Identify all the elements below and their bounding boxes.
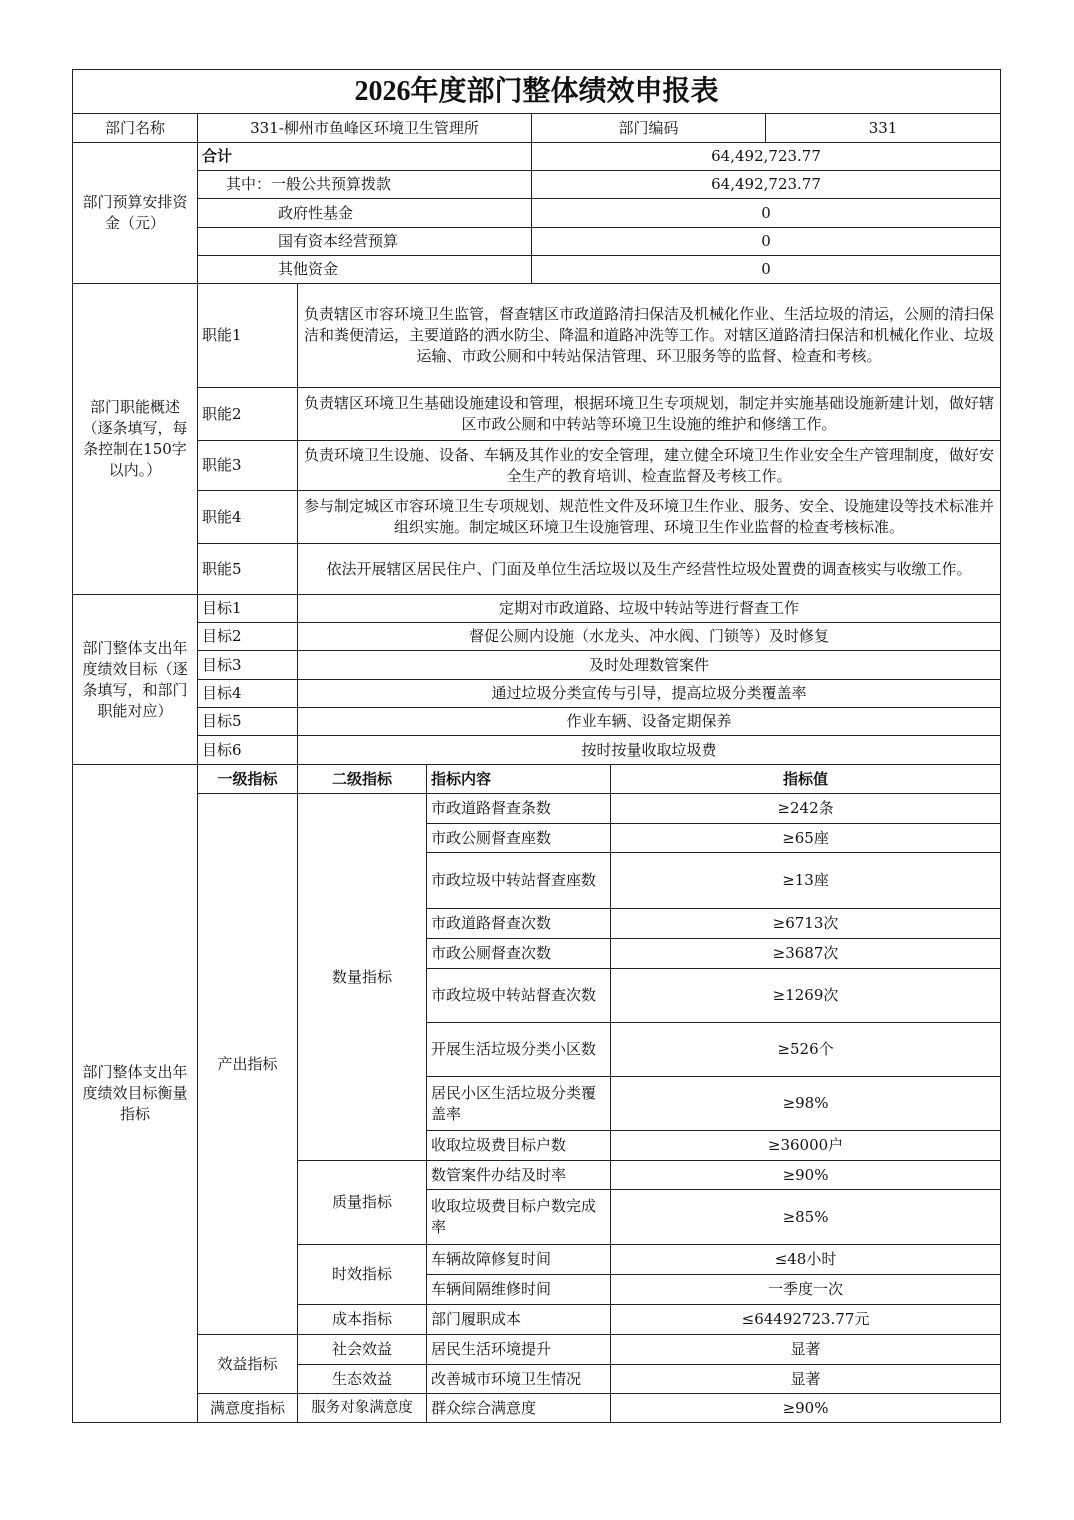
indicator-value: ≥526个 — [611, 1023, 1001, 1077]
header-level2: 二级指标 — [298, 765, 427, 794]
goal-text: 按时按量收取垃圾费 — [298, 736, 1001, 765]
indicator-content: 群众综合满意度 — [427, 1394, 611, 1423]
indicator-content: 车辆故障修复时间 — [427, 1245, 611, 1275]
indicator-content: 收取垃圾费目标户数 — [427, 1131, 611, 1161]
indicator-value: ≥36000户 — [611, 1131, 1001, 1161]
level2-timeliness: 时效指标 — [298, 1245, 427, 1305]
indicator-content: 市政道路督查次数 — [427, 909, 611, 939]
goal-text: 通过垃圾分类宣传与引导，提高垃圾分类覆盖率 — [298, 680, 1001, 708]
dept-name-label: 部门名称 — [73, 114, 198, 143]
indicator-content: 车辆间隔维修时间 — [427, 1275, 611, 1305]
function-label: 职能3 — [198, 441, 298, 491]
indicator-value: ≤48小时 — [611, 1245, 1001, 1275]
indicator-value: ≥65座 — [611, 824, 1001, 853]
level2-quantity: 数量指标 — [298, 794, 427, 1161]
dept-code-value: 331 — [766, 114, 1001, 143]
goal-label: 目标3 — [198, 651, 298, 680]
budget-total-value: 64,492,723.77 — [532, 143, 1001, 171]
goal-text: 督促公厕内设施（水龙头、冲水阀、门锁等）及时修复 — [298, 623, 1001, 651]
level2-cost: 成本指标 — [298, 1305, 427, 1335]
header-value: 指标值 — [611, 765, 1001, 794]
goal-text: 定期对市政道路、垃圾中转站等进行督查工作 — [298, 595, 1001, 623]
performance-declaration-table — [72, 69, 1001, 1423]
indicator-content: 收取垃圾费目标户数完成率 — [427, 1190, 611, 1245]
header-level1: 一级指标 — [198, 765, 298, 794]
indicator-value: ≥98% — [611, 1077, 1001, 1131]
indicator-value: ≥242条 — [611, 794, 1001, 824]
indicator-value: 一季度一次 — [611, 1275, 1001, 1305]
budget-gov-fund-value: 0 — [532, 199, 1001, 228]
function-label: 职能5 — [198, 544, 298, 595]
goal-label: 目标6 — [198, 736, 298, 765]
goal-label: 目标2 — [198, 623, 298, 651]
dept-name-value: 331-柳州市鱼峰区环境卫生管理所 — [198, 114, 532, 143]
indicators-section-label: 部门整体支出年度绩效目标衡量指标 — [73, 765, 198, 1423]
budget-state-capital-value: 0 — [532, 228, 1001, 256]
header-content: 指标内容 — [427, 765, 611, 794]
indicator-content: 数管案件办结及时率 — [427, 1161, 611, 1190]
function-text: 负责辖区环境卫生基础设施建设和管理，根据环境卫生专项规划，制定并实施基础设施新建计划，做好辖区市政公厕和中转站等环境卫生设施的维护和修缮工作。 — [298, 388, 1001, 441]
indicator-content: 部门履职成本 — [427, 1305, 611, 1335]
function-label: 职能4 — [198, 491, 298, 544]
indicator-value: 显著 — [611, 1365, 1001, 1394]
indicator-content: 改善城市环境卫生情况 — [427, 1365, 611, 1394]
indicator-value: ≥90% — [611, 1161, 1001, 1190]
indicator-content: 市政公厕督查次数 — [427, 939, 611, 969]
dept-code-label: 部门编码 — [532, 114, 766, 143]
indicator-value: ≥85% — [611, 1190, 1001, 1245]
indicator-content: 市政公厕督查座数 — [427, 824, 611, 853]
budget-general-label: 其中：一般公共预算拨款 — [198, 171, 532, 199]
budget-section-label: 部门预算安排资金（元） — [73, 143, 198, 284]
function-text: 负责环境卫生设施、设备、车辆及其作业的安全管理，建立健全环境卫生作业安全生产管理制度，做好安全生产的教育培训、检查监督及考核工作。 — [298, 441, 1001, 491]
budget-general-value: 64,492,723.77 — [532, 171, 1001, 199]
indicator-value: ≥90% — [611, 1394, 1001, 1423]
indicator-content: 市政垃圾中转站督查座数 — [427, 853, 611, 909]
indicator-content: 居民小区生活垃圾分类覆盖率 — [427, 1077, 611, 1131]
budget-gov-fund-label: 政府性基金 — [198, 199, 532, 228]
function-text: 依法开展辖区居民住户、门面及单位生活垃圾以及生产经营性垃圾处置费的调查核实与收缴工作。 — [298, 544, 1001, 595]
indicator-value: ≥1269次 — [611, 969, 1001, 1023]
goal-label: 目标4 — [198, 680, 298, 708]
budget-other-value: 0 — [532, 256, 1001, 284]
goals-section-label: 部门整体支出年度绩效目标（逐条填写，和部门职能对应） — [73, 595, 198, 765]
goal-text: 及时处理数管案件 — [298, 651, 1001, 680]
indicator-value: ≤64492723.77元 — [611, 1305, 1001, 1335]
indicator-value: 显著 — [611, 1335, 1001, 1365]
indicator-value: ≥13座 — [611, 853, 1001, 909]
level2-service: 服务对象满意度 — [298, 1394, 427, 1423]
function-label: 职能1 — [198, 284, 298, 388]
level2-quality: 质量指标 — [298, 1161, 427, 1245]
functions-section-label: 部门职能概述（逐条填写，每条控制在150字以内。） — [73, 284, 198, 595]
budget-state-capital-label: 国有资本经营预算 — [198, 228, 532, 256]
indicator-content: 市政道路督查条数 — [427, 794, 611, 824]
level1-output: 产出指标 — [198, 794, 298, 1335]
indicator-content: 居民生活环境提升 — [427, 1335, 611, 1365]
function-text: 参与制定城区市容环境卫生专项规划、规范性文件及环境卫生作业、服务、安全、设施建设等技术标准并组织实施。制定城区环境卫生设施管理、环境卫生作业监督的检查考核标准。 — [298, 491, 1001, 544]
indicator-content: 开展生活垃圾分类小区数 — [427, 1023, 611, 1077]
level2-social: 社会效益 — [298, 1335, 427, 1365]
indicator-value: ≥6713次 — [611, 909, 1001, 939]
page-title: 2026年度部门整体绩效申报表 — [73, 70, 1001, 114]
level1-satisfaction: 满意度指标 — [198, 1394, 298, 1423]
indicator-content: 市政垃圾中转站督查次数 — [427, 969, 611, 1023]
budget-total-label: 合计 — [198, 143, 532, 171]
goal-text: 作业车辆、设备定期保养 — [298, 708, 1001, 736]
function-text: 负责辖区市容环境卫生监管，督查辖区市政道路清扫保洁及机械化作业、生活垃圾的清运，公厕的清扫保洁和粪便清运，主要道路的洒水防尘、降温和道路冲洗等工作。对辖区道路清扫保洁和机械化作业、垃圾运输、市政公厕和中转站保洁管理、环卫服务等的监督、检查和考核。 — [298, 284, 1001, 388]
goal-label: 目标5 — [198, 708, 298, 736]
function-label: 职能2 — [198, 388, 298, 441]
level2-eco: 生态效益 — [298, 1365, 427, 1394]
goal-label: 目标1 — [198, 595, 298, 623]
indicator-value: ≥3687次 — [611, 939, 1001, 969]
level1-benefit: 效益指标 — [198, 1335, 298, 1394]
budget-other-label: 其他资金 — [198, 256, 532, 284]
